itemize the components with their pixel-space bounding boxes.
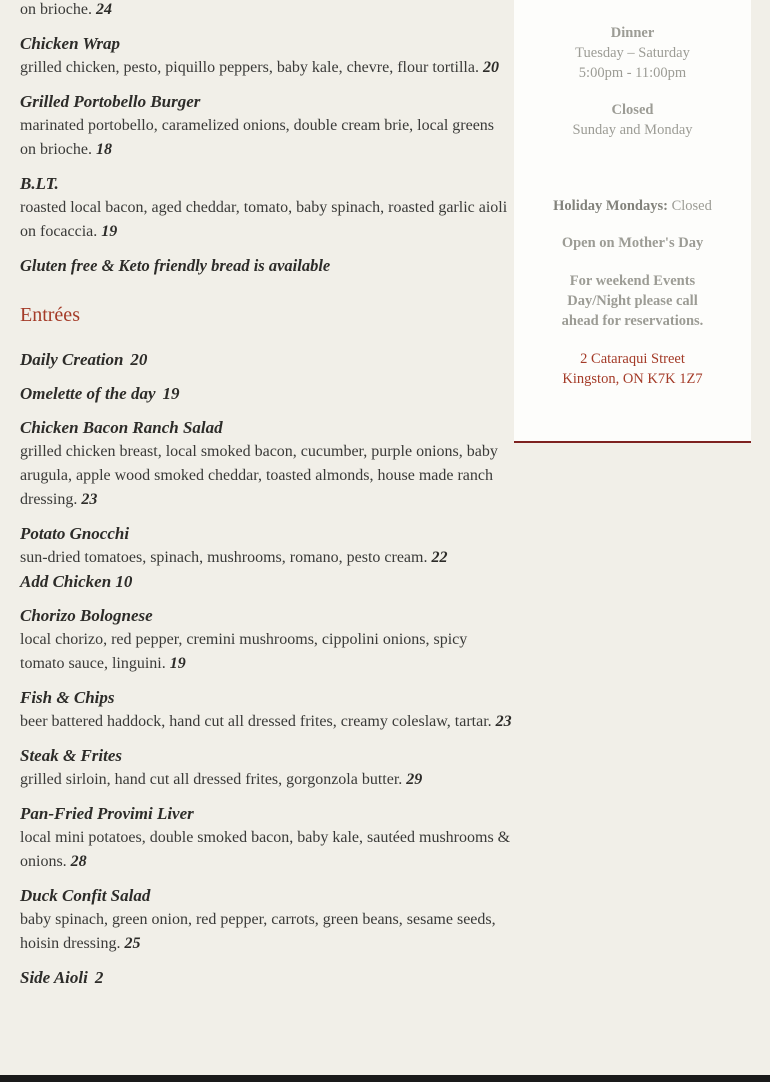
menu-item-name: Omelette of the day 19: [20, 384, 180, 403]
menu-item: [20, 744, 514, 792]
menu-item-name: Potato Gnocchi: [20, 524, 130, 543]
gluten-free-note: Gluten free & Keto friendly bread is available: [20, 256, 331, 275]
menu-item-desc: grilled chicken breast, local smoked bacon, cucumber, purple onions, baby arugula, apple wood smoked cheddar, toasted almonds, house made ranch dressing. 23: [20, 443, 498, 508]
menu-item-price: 20: [130, 350, 148, 369]
menu-item-name: Chicken Wrap: [20, 34, 120, 53]
menu-item: [20, 604, 514, 676]
menu-item-name: Fish & Chips: [20, 688, 115, 707]
events-note: For weekend Events Day/Night please call ahead for reservations.: [561, 273, 704, 329]
menu-item-name: Daily Creation 20: [20, 350, 148, 369]
menu-item-name: Duck Confit Salad: [20, 886, 151, 905]
menu-item-desc: grilled chicken, pesto, piquillo peppers, baby kale, chevre, flour tortilla. 20: [20, 59, 499, 76]
footer-bar: [0, 1075, 770, 1082]
menu-item-continuation: [20, 0, 514, 22]
menu-item-price: 19: [162, 384, 180, 403]
menu-item-desc: sun-dried tomatoes, spinach, mushrooms, romano, pesto cream. 22: [20, 549, 448, 566]
holiday-note: Holiday Mondays: Closed: [553, 198, 712, 214]
menu-item-desc: grilled sirloin, hand cut all dressed frites, gorgonzola butter. 29: [20, 771, 423, 788]
menu-item-price: 22: [431, 549, 448, 566]
menu-item-name: Chicken Bacon Ranch Salad: [20, 418, 223, 437]
menu-item-price: 19: [101, 223, 118, 240]
mothers-day-note: Open on Mother's Day: [561, 235, 704, 251]
menu-item-price: 20: [482, 59, 499, 76]
menu-item-price: 29: [406, 771, 423, 788]
closed-heading: Closed: [611, 102, 654, 118]
menu-item: [20, 172, 514, 244]
menu-item-name: Pan-Fried Provimi Liver: [20, 804, 194, 823]
menu-item-price: 19: [169, 655, 186, 672]
menu-item-desc: on brioche.: [20, 1, 92, 18]
menu-item-name: Side Aioli 2: [20, 968, 104, 987]
menu-item-price: 28: [70, 853, 87, 870]
address-link[interactable]: [514, 349, 751, 389]
dinner-days: Tuesday – Saturday: [575, 45, 690, 61]
menu-item: [20, 884, 514, 956]
menu-item-price: 2: [94, 968, 104, 987]
dinner-time: 5:00pm - 11:00pm: [578, 65, 687, 81]
section-heading-entrees: Entrées: [20, 304, 80, 326]
menu-item: [20, 32, 514, 80]
menu-item-desc: roasted local bacon, aged cheddar, tomato, baby spinach, roasted garlic aioli on focaccia. 19: [20, 199, 508, 240]
menu-item-desc: baby spinach, green onion, red pepper, carrots, green beans, sesame seeds, hoisin dressing. 25: [20, 911, 496, 952]
lunch-hours: [514, 0, 751, 1]
menu-column: [20, 0, 514, 1000]
closed-days: Sunday and Monday: [572, 122, 693, 138]
menu-item: [20, 522, 514, 594]
menu-item: [20, 90, 514, 162]
hours-card: [514, 0, 751, 443]
menu-item-price: 25: [124, 935, 141, 952]
menu-item-name: Chorizo Bolognese: [20, 606, 153, 625]
address-line2: Kingston, ON K7K 1Z7: [562, 371, 703, 387]
menu-item: [20, 966, 514, 990]
menu-item-desc: marinated portobello, caramelized onions, double cream brie, local greens on brioche. 18: [20, 117, 495, 158]
menu-item-addon: Add Chicken 10: [20, 572, 133, 591]
menu-item-price: 24: [95, 1, 112, 18]
menu-item: [20, 686, 514, 734]
menu-item: [20, 348, 514, 372]
menu-item-price: 23: [495, 713, 512, 730]
menu-item-name: B.LT.: [20, 174, 59, 193]
menu-item: [20, 802, 514, 874]
menu-item-price: 18: [95, 141, 112, 158]
menu-item-desc: beer battered haddock, hand cut all dressed frites, creamy coleslaw, tartar. 23: [20, 713, 512, 730]
menu-item: [20, 416, 514, 512]
menu-item-name: Steak & Frites: [20, 746, 123, 765]
dinner-heading: Dinner: [610, 25, 655, 41]
address-line1: 2 Cataraqui Street: [580, 351, 685, 367]
menu-item: [20, 382, 514, 406]
menu-item-desc: local chorizo, red pepper, cremini mushrooms, cippolini onions, spicy tomato sauce, linguini. 19: [20, 631, 468, 672]
menu-item-name: Grilled Portobello Burger: [20, 92, 201, 111]
menu-item-desc: local mini potatoes, double smoked bacon, baby kale, sautéed mushrooms & onions. 28: [20, 829, 511, 870]
menu-item-price: 23: [81, 491, 98, 508]
